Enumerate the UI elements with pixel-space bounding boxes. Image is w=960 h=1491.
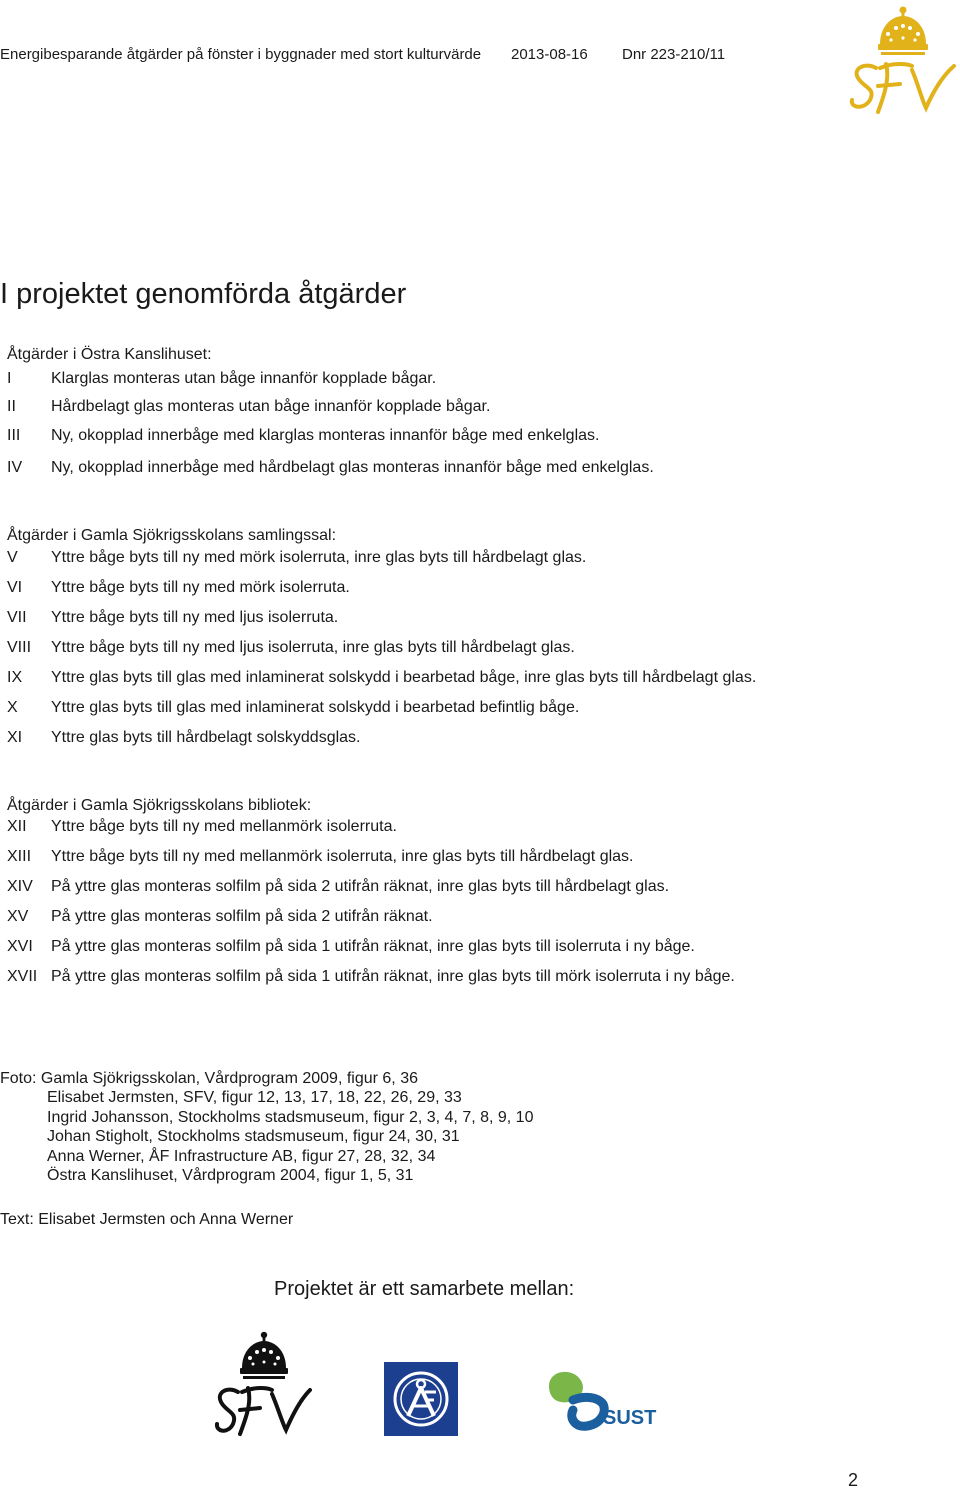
sust-logo bbox=[543, 1366, 661, 1432]
measure-text: På yttre glas monteras solfilm på sida 2 utifrån räknat, inre glas byts till hårdbelagt glas. bbox=[51, 878, 670, 895]
measure-text: Yttre glas byts till hårdbelagt solskyddsglas. bbox=[51, 729, 361, 746]
measure-text: Yttre båge byts till ny med mellanmörk isolerruta, inre glas byts till hårdbelagt glas. bbox=[51, 848, 634, 865]
photo-credit-line: Anna Werner, ÅF Infrastructure AB, figur 27, 28, 32, 34 bbox=[47, 1148, 436, 1165]
measure-number: V bbox=[7, 549, 18, 566]
sfv-logo-black bbox=[212, 1330, 312, 1438]
measure-number: VII bbox=[7, 609, 27, 626]
section-title-samlingssal: Åtgärder i Gamla Sjökrigsskolans samlingssal: bbox=[7, 527, 337, 544]
measure-number: XIII bbox=[7, 848, 32, 865]
measure-text: På yttre glas monteras solfilm på sida 1 utifrån räknat, inre glas byts till mörk isolerruta i ny båge. bbox=[51, 968, 735, 985]
measure-text: Hårdbelagt glas monteras utan båge innanför kopplade bågar. bbox=[51, 398, 491, 415]
measure-number: X bbox=[7, 699, 18, 716]
measure-text: På yttre glas monteras solfilm på sida 1 utifrån räknat, inre glas byts till isolerruta i ny båge. bbox=[51, 938, 695, 955]
sfv-logo bbox=[846, 4, 960, 116]
text-credit-line: Text: Elisabet Jermsten och Anna Werner bbox=[0, 1211, 294, 1228]
document-dnr: Dnr 223-210/11 bbox=[622, 46, 726, 63]
photo-credit-line: Östra Kanslihuset, Vårdprogram 2004, figur 1, 5, 31 bbox=[47, 1167, 414, 1184]
measure-text: På yttre glas monteras solfilm på sida 2 utifrån räknat. bbox=[51, 908, 433, 925]
measure-text: Ny, okopplad innerbåge med hårdbelagt glas monteras innanför båge med enkelglas. bbox=[51, 459, 654, 476]
measure-number: XII bbox=[7, 818, 27, 835]
measure-number: XI bbox=[7, 729, 23, 746]
measure-number: II bbox=[7, 398, 16, 415]
measure-text: Yttre båge byts till ny med mörk isolerruta. bbox=[51, 579, 350, 596]
measure-number: III bbox=[7, 427, 21, 444]
measure-number: XVII bbox=[7, 968, 38, 985]
measure-text: Yttre glas byts till glas med inlaminerat solskydd i bearbetad båge, inre glas byts till hårdbelagt glas. bbox=[51, 669, 757, 686]
document-title: Energibesparande åtgärder på fönster i byggnader med stort kulturvärde bbox=[0, 46, 482, 63]
sust-logo-text: SUST bbox=[603, 1407, 657, 1429]
measure-text: Yttre båge byts till ny med ljus isolerruta, inre glas byts till hårdbelagt glas. bbox=[51, 639, 575, 656]
measure-number: VIII bbox=[7, 639, 32, 656]
measure-text: Yttre båge byts till ny med mellanmörk isolerruta. bbox=[51, 818, 397, 835]
photo-credit-line: Foto: Gamla Sjökrigsskolan, Vårdprogram 2009, figur 6, 36 bbox=[0, 1070, 418, 1087]
section-title-bibliotek: Åtgärder i Gamla Sjökrigsskolans bibliotek: bbox=[7, 797, 312, 814]
measure-text: Yttre båge byts till ny med ljus isolerruta. bbox=[51, 609, 339, 626]
photo-credit-line: Elisabet Jermsten, SFV, figur 12, 13, 17, 18, 22, 26, 29, 33 bbox=[47, 1089, 462, 1106]
af-logo bbox=[384, 1362, 458, 1436]
page-number: 2 bbox=[848, 1470, 859, 1490]
photo-credit-line: Ingrid Johansson, Stockholms stadsmuseum, figur 2, 3, 4, 7, 8, 9, 10 bbox=[47, 1109, 534, 1126]
measure-text: Yttre glas byts till glas med inlaminerat solskydd i bearbetad befintlig båge. bbox=[51, 699, 580, 716]
measure-number: I bbox=[7, 370, 12, 387]
photo-credit-line: Johan Stigholt, Stockholms stadsmuseum, figur 24, 30, 31 bbox=[47, 1128, 460, 1145]
page-title: I projektet genomförda åtgärder bbox=[0, 278, 407, 310]
collaboration-title: Projektet är ett samarbete mellan: bbox=[274, 1278, 575, 1300]
measure-number: XV bbox=[7, 908, 29, 925]
section-title-ostra-kanslihuset: Åtgärder i Östra Kanslihuset: bbox=[7, 346, 212, 363]
measure-text: Klarglas monteras utan båge innanför kopplade bågar. bbox=[51, 370, 437, 387]
measure-text: Ny, okopplad innerbåge med klarglas monteras innanför båge med enkelglas. bbox=[51, 427, 600, 444]
document-date: 2013-08-16 bbox=[511, 46, 588, 63]
measure-text: Yttre båge byts till ny med mörk isolerruta, inre glas byts till hårdbelagt glas. bbox=[51, 549, 587, 566]
measure-number: XVI bbox=[7, 938, 33, 955]
measure-number: IV bbox=[7, 459, 23, 476]
measure-number: IX bbox=[7, 669, 23, 686]
measure-number: VI bbox=[7, 579, 23, 596]
measure-number: XIV bbox=[7, 878, 33, 895]
